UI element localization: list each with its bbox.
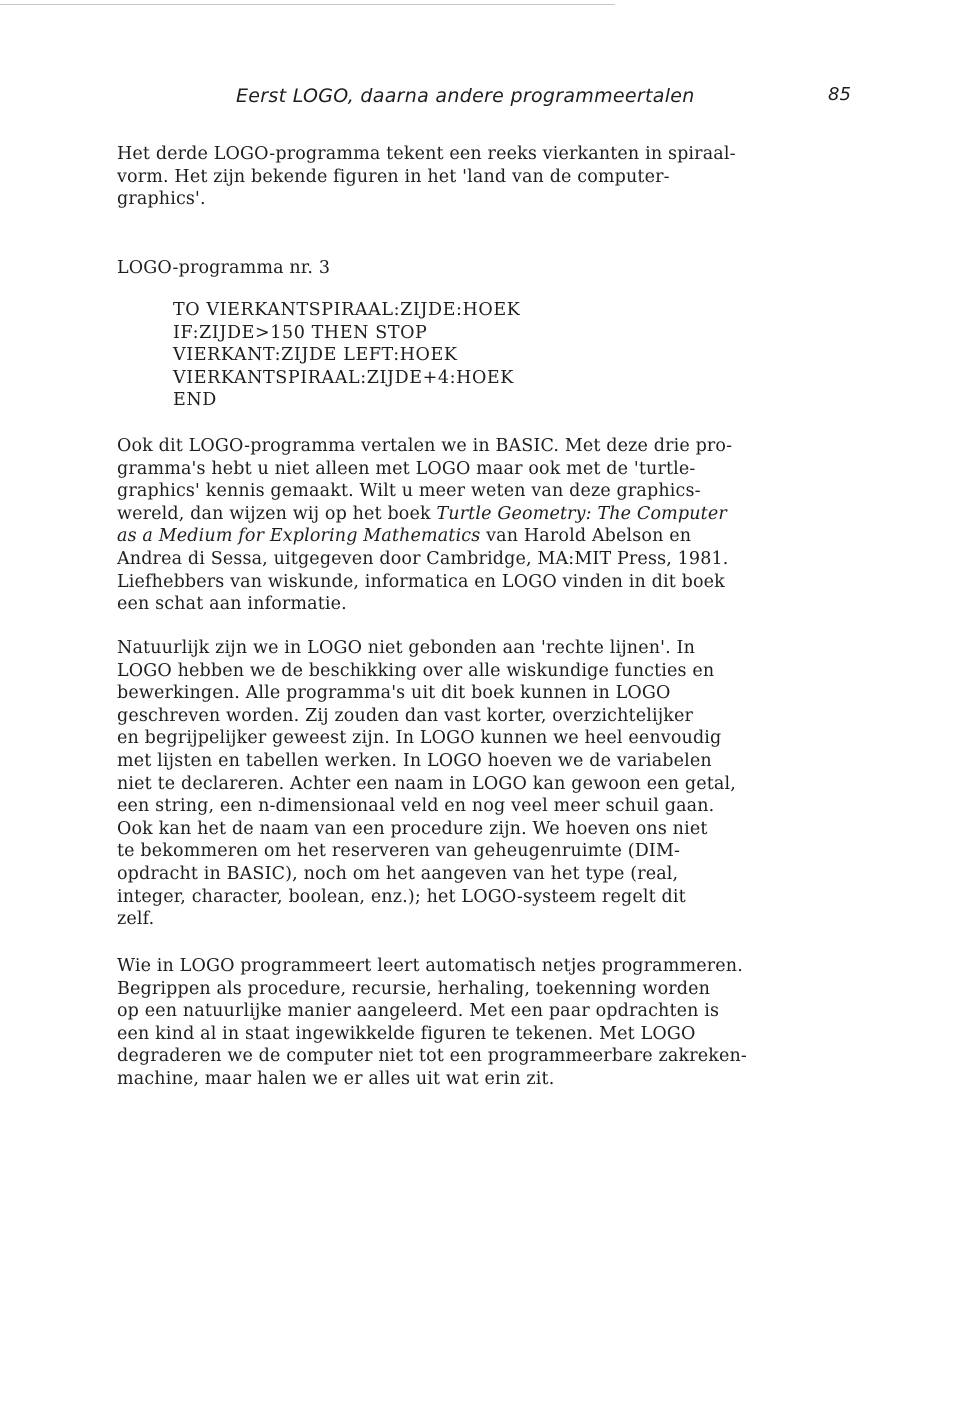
running-header: Eerst LOGO, daarna andere programmeertalen <box>236 85 695 107</box>
intro-paragraph <box>117 143 736 211</box>
text-line: Begrippen als procedure, recursie, herhaling, toekenning worden <box>117 978 711 999</box>
text-line: Natuurlijk zijn we in LOGO niet gebonden aan 'rechte lijnen'. In <box>117 638 696 658</box>
text-line: vorm. Het zijn bekende figuren in het 'land van de computer- <box>117 166 670 187</box>
text-line: LOGO-programma nr. 3 <box>117 258 331 278</box>
text-line: opdracht in BASIC), noch om het aangeven van het type (real, <box>117 863 679 884</box>
closing-paragraph <box>117 955 747 1091</box>
text-line: Het derde LOGO-programma tekent een reeks vierkanten in spiraal- <box>117 144 736 164</box>
code-listing <box>173 299 520 412</box>
text-line: machine, maar halen we er alles uit wat erin zit. <box>117 1068 555 1089</box>
text-line: Ook kan het de naam van een procedure zijn. We hoeven ons niet <box>117 818 708 839</box>
text-line: graphics' kennis gemaakt. Wilt u meer weten van deze graphics- <box>117 481 701 502</box>
page-number: 85 <box>828 84 851 105</box>
text-line: en begrijpelijker geweest zijn. In LOGO kunnen we heel eenvoudig <box>117 728 722 749</box>
text-line: gramma's hebt u niet alleen met LOGO maar ook met de 'turtle- <box>117 458 696 479</box>
text-line: met lijsten en tabellen werken. In LOGO hoeven we de variabelen <box>117 750 712 771</box>
text-line: integer, character, boolean, enz.); het LOGO-systeem regelt dit <box>117 886 686 907</box>
text-line: Liefhebbers van wiskunde, informatica en LOGO vinden in dit boek <box>117 571 725 592</box>
text-line: een string, een n-dimensionaal veld en nog veel meer schuil gaan. <box>117 796 715 817</box>
text-line: Wie in LOGO programmeert leert automatisch netjes programmeren. <box>117 956 743 976</box>
text-line: een schat aan informatie. <box>117 594 347 615</box>
text-line: bewerkingen. Alle programma's uit dit boek kunnen in LOGO <box>117 683 671 704</box>
text-line: zelf. <box>117 909 155 930</box>
text-run: van Harold Abelson en <box>480 526 692 547</box>
text-line: niet te declareren. Achter een naam in LOGO kan gewoon een getal, <box>117 773 736 794</box>
text-line: Ook dit LOGO-programma vertalen we in BASIC. Met deze drie pro- <box>117 436 733 456</box>
code-line: END <box>173 390 217 411</box>
text-line <box>117 503 732 526</box>
book-title: as a Medium for Exploring Mathematics <box>117 526 481 547</box>
logo-features-paragraph <box>117 637 736 931</box>
code-line: VIERKANTSPIRAAL:ZIJDE+4:HOEK <box>173 367 514 388</box>
basic-paragraph <box>117 435 732 616</box>
program-label <box>117 257 330 280</box>
text-line: een kind al in staat ingewikkelde figuren te tekenen. Met LOGO <box>117 1023 696 1044</box>
text-line: Andrea di Sessa, uitgegeven door Cambridge, MA:MIT Press, 1981. <box>117 548 729 569</box>
text-line: op een natuurlijke manier aangeleerd. Met een paar opdrachten is <box>117 1001 720 1022</box>
text-line: te bekommeren om het reserveren van geheugenruimte (DIM- <box>117 841 681 862</box>
text-line: LOGO hebben we de beschikking over alle wiskundige functies en <box>117 660 715 681</box>
code-line: IF:ZIJDE>150 THEN STOP <box>173 322 428 343</box>
text-line: degraderen we de computer niet tot een programmeerbare zakreken- <box>117 1046 747 1067</box>
book-title: Turtle Geometry: The Computer <box>436 503 727 524</box>
text-line <box>117 525 732 548</box>
text-run: wereld, dan wijzen wij op het boek <box>117 503 437 524</box>
text-line: graphics'. <box>117 189 206 210</box>
code-line: VIERKANT:ZIJDE LEFT:HOEK <box>173 345 458 366</box>
code-line: TO VIERKANTSPIRAAL:ZIJDE:HOEK <box>173 300 521 320</box>
text-line: geschreven worden. Zij zouden dan vast korter, overzichtelijker <box>117 705 694 726</box>
page-top-rule <box>0 4 615 5</box>
